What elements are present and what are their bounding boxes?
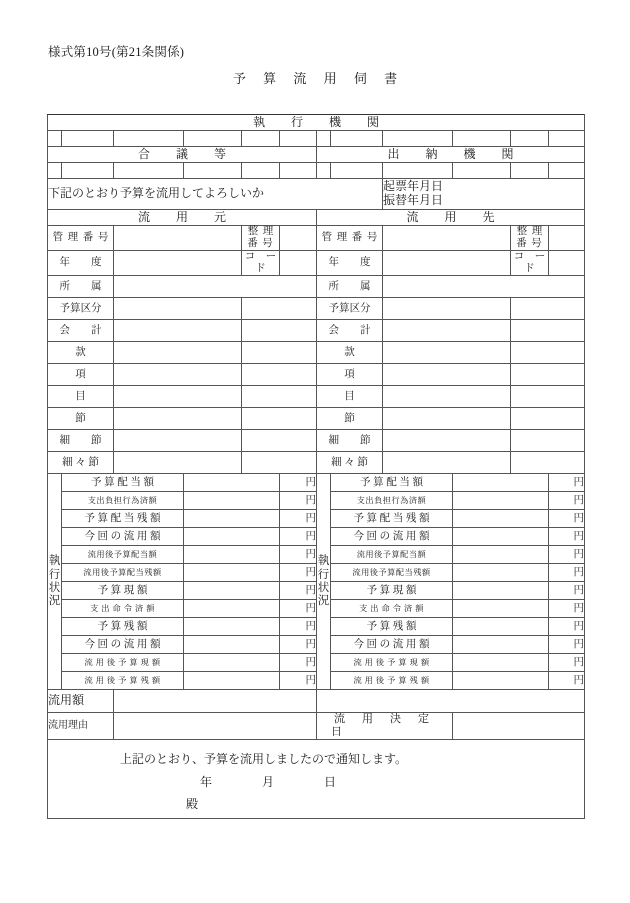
input-source-moku[interactable]: [114, 386, 242, 408]
input-dest-moku[interactable]: [383, 386, 511, 408]
currency-unit: 円: [280, 474, 317, 492]
label-expenditure-obligation: 支出負担行為済額: [331, 492, 453, 510]
execution-agency-header-row: [48, 115, 585, 131]
execution-agency-stamp-row: [48, 131, 585, 147]
input-decision-date[interactable]: [453, 713, 585, 739]
input-dest-post-transfer-allocation-balance[interactable]: [453, 564, 549, 582]
input-source-ko-ext[interactable]: [242, 364, 317, 386]
stamp-cell[interactable]: [114, 131, 184, 147]
day-label: 日: [324, 774, 338, 789]
currency-unit: 円: [280, 618, 317, 636]
request-question-text: 下記のとおり予算を流用してよろしいか: [48, 179, 383, 210]
label-post-transfer-allocation-balance: 流用後予算配当残額: [331, 564, 453, 582]
input-source-sub-sub-setsu-ext[interactable]: [242, 452, 317, 474]
input-source-expenditure-obligation[interactable]: [184, 492, 280, 510]
stamp-cell[interactable]: [383, 163, 453, 179]
label-budget-category: 予算区分: [48, 298, 114, 320]
label-post-transfer-budget-balance: 流 用 後 予 算 残 額: [331, 672, 453, 690]
label-current-budget-amount: 予 算 現 額: [331, 582, 453, 600]
currency-unit: 円: [549, 564, 585, 582]
label-setsu: 節: [48, 408, 114, 430]
input-dest-affiliation[interactable]: [383, 276, 585, 298]
input-dest-budget-balance[interactable]: [453, 618, 549, 636]
label-decision-date: 流 用 決 定 日: [317, 713, 453, 739]
label-control-number: 管 理 番 号: [317, 226, 383, 251]
label-expenditure-obligation: 支出負担行為済額: [62, 492, 184, 510]
input-dest-control-number[interactable]: [383, 226, 511, 251]
input-source-sub-setsu-ext[interactable]: [242, 430, 317, 452]
input-source-allocation-balance[interactable]: [184, 510, 280, 528]
input-dest-expenditure-obligation[interactable]: [453, 492, 549, 510]
label-sub-setsu: 細 節: [48, 430, 114, 452]
draft-transfer-date-box[interactable]: [383, 179, 585, 210]
consultation-header: 合 議 等: [48, 147, 317, 163]
stamp-cell[interactable]: [62, 131, 114, 147]
input-dest-allocation-balance[interactable]: [453, 510, 549, 528]
notice-row: [48, 739, 585, 818]
input-source-budget-allocation[interactable]: [184, 474, 280, 492]
stamp-cell[interactable]: [331, 131, 383, 147]
notice-date-line: [200, 776, 386, 790]
input-source-affiliation[interactable]: [114, 276, 317, 298]
transfer-date-label: 振替年月日: [383, 193, 444, 207]
honorific-label: 殿: [186, 796, 199, 811]
label-post-transfer-budget-amount: 流 用 後 予 算 現 額: [331, 654, 453, 672]
stamp-cell[interactable]: [383, 131, 453, 147]
input-source-kan[interactable]: [114, 342, 242, 364]
label-sub-sub-setsu: 細 々 節: [48, 452, 114, 474]
label-reference-number: 整 理 番 号: [242, 226, 280, 251]
request-question-row: [48, 179, 585, 210]
currency-unit: 円: [549, 600, 585, 618]
input-transfer-reason[interactable]: [114, 713, 317, 739]
label-current-budget-amount: 予 算 現 額: [62, 582, 184, 600]
exec-status-row: [48, 672, 585, 690]
stamp-cell[interactable]: [184, 131, 242, 147]
label-account: 会 計: [317, 320, 383, 342]
approval-stamp-row: [48, 163, 585, 179]
label-ko: 項: [317, 364, 383, 386]
label-current-transfer-amount-2: 今 回 の 流 用 額: [331, 636, 453, 654]
input-dest-current-transfer-amount[interactable]: [453, 528, 549, 546]
transfer-reason-row: [48, 713, 585, 739]
source-section-header: 流 用 元: [48, 210, 317, 226]
input-dest-current-budget-amount[interactable]: [453, 582, 549, 600]
notice-block: [48, 739, 585, 818]
input-transfer-amount[interactable]: [114, 690, 317, 713]
control-number-row: [48, 226, 585, 251]
label-budget-category: 予算区分: [317, 298, 383, 320]
input-source-post-transfer-budget-amount[interactable]: [184, 654, 280, 672]
label-control-number: 管 理 番 号: [48, 226, 114, 251]
input-dest-account[interactable]: [383, 320, 511, 342]
kan-row: [48, 342, 585, 364]
page-title: 予 算 流 用 伺 書: [232, 71, 405, 86]
input-dest-post-transfer-budget-balance[interactable]: [453, 672, 549, 690]
budget-transfer-form: [47, 114, 585, 819]
stamp-cell[interactable]: [242, 131, 280, 147]
currency-unit: 円: [280, 654, 317, 672]
input-source-post-transfer-allocation[interactable]: [184, 546, 280, 564]
exec-status-row: [48, 492, 585, 510]
currency-unit: 円: [280, 510, 317, 528]
stamp-cell[interactable]: [280, 163, 317, 179]
input-dest-kan-ext[interactable]: [511, 342, 585, 364]
exec-status-row: [48, 600, 585, 618]
currency-unit: 円: [549, 582, 585, 600]
input-source-ko[interactable]: [114, 364, 242, 386]
setsu-row: [48, 408, 585, 430]
label-post-transfer-allocation: 流用後予算配当額: [331, 546, 453, 564]
stamp-cell[interactable]: [184, 163, 242, 179]
currency-unit: 円: [549, 546, 585, 564]
input-dest-sub-setsu[interactable]: [383, 430, 511, 452]
label-kan: 款: [317, 342, 383, 364]
exec-status-row: [48, 636, 585, 654]
currency-unit: 円: [280, 564, 317, 582]
input-dest-sub-sub-setsu-ext[interactable]: [511, 452, 585, 474]
input-dest-budget-allocation[interactable]: [453, 474, 549, 492]
label-allocation-balance: 予 算 配 当 残 額: [62, 510, 184, 528]
currency-unit: 円: [280, 492, 317, 510]
input-dest-budget-category[interactable]: [383, 298, 511, 320]
label-moku: 目: [317, 386, 383, 408]
stamp-cell[interactable]: [62, 163, 114, 179]
execution-agency-header: 執 行 機 関: [48, 115, 585, 131]
input-source-current-transfer-amount[interactable]: [184, 528, 280, 546]
input-source-post-transfer-budget-balance[interactable]: [184, 672, 280, 690]
input-source-post-transfer-allocation-balance[interactable]: [184, 564, 280, 582]
exec-status-label-dest: 執 行 状 況: [317, 474, 331, 690]
input-dest-budget-category-ext[interactable]: [511, 298, 585, 320]
input-source-control-number[interactable]: [114, 226, 242, 251]
label-payment-order-completed: 支 出 命 令 済 額: [331, 600, 453, 618]
label-budget-balance: 予 算 残 額: [331, 618, 453, 636]
label-account: 会 計: [48, 320, 114, 342]
exec-status-row: [48, 510, 585, 528]
input-source-setsu-ext[interactable]: [242, 408, 317, 430]
input-source-account-ext[interactable]: [242, 320, 317, 342]
stamp-cell[interactable]: [549, 163, 585, 179]
input-dest-sub-setsu-ext[interactable]: [511, 430, 585, 452]
transfer-amount-row: [48, 690, 585, 713]
input-dest-payment-order-completed[interactable]: [453, 600, 549, 618]
input-source-moku-ext[interactable]: [242, 386, 317, 408]
input-dest-current-transfer-amount-2[interactable]: [453, 636, 549, 654]
label-transfer-reason: 流用理由: [48, 713, 114, 739]
label-post-transfer-allocation-balance: 流用後予算配当残額: [62, 564, 184, 582]
account-row: [48, 320, 585, 342]
label-current-transfer-amount: 今 回 の 流 用 額: [331, 528, 453, 546]
input-dest-setsu[interactable]: [383, 408, 511, 430]
input-dest-sub-sub-setsu[interactable]: [383, 452, 511, 474]
transfer-amount-extra-cell[interactable]: [317, 690, 585, 713]
exec-status-row: [48, 528, 585, 546]
input-source-payment-order-completed[interactable]: [184, 600, 280, 618]
stamp-cell[interactable]: [48, 131, 62, 147]
label-code: コ ー ド: [511, 251, 549, 276]
currency-unit: 円: [549, 492, 585, 510]
exec-status-row: [48, 618, 585, 636]
label-current-transfer-amount-2: 今 回 の 流 用 額: [62, 636, 184, 654]
label-current-transfer-amount: 今 回 の 流 用 額: [62, 528, 184, 546]
input-dest-reference-number[interactable]: [549, 226, 585, 251]
currency-unit: 円: [280, 636, 317, 654]
label-ko: 項: [48, 364, 114, 386]
sub-setsu-row: [48, 430, 585, 452]
input-dest-fiscal-year[interactable]: [383, 251, 511, 276]
currency-unit: 円: [280, 546, 317, 564]
source-dest-header-row: [48, 210, 585, 226]
stamp-cell[interactable]: [511, 163, 549, 179]
month-label: 月: [262, 774, 276, 789]
stamp-cell[interactable]: [242, 163, 280, 179]
moku-row: [48, 386, 585, 408]
sub-sub-setsu-row: [48, 452, 585, 474]
input-source-kan-ext[interactable]: [242, 342, 317, 364]
currency-unit: 円: [549, 654, 585, 672]
stamp-cell[interactable]: [331, 163, 383, 179]
consultation-treasury-header-row: [48, 147, 585, 163]
input-dest-ko-ext[interactable]: [511, 364, 585, 386]
input-source-fiscal-year[interactable]: [114, 251, 242, 276]
currency-unit: 円: [280, 528, 317, 546]
input-dest-post-transfer-budget-amount[interactable]: [453, 654, 549, 672]
year-label: 年: [200, 774, 214, 789]
currency-unit: 円: [280, 600, 317, 618]
stamp-cell[interactable]: [280, 131, 317, 147]
input-source-current-budget-amount[interactable]: [184, 582, 280, 600]
exec-status-label-source: 執 行 状 況: [48, 474, 62, 690]
label-budget-allocation: 予 算 配 当 額: [331, 474, 453, 492]
stamp-cell[interactable]: [453, 131, 511, 147]
label-kan: 款: [48, 342, 114, 364]
label-setsu: 節: [317, 408, 383, 430]
input-dest-kan[interactable]: [383, 342, 511, 364]
input-dest-moku-ext[interactable]: [511, 386, 585, 408]
input-source-sub-setsu[interactable]: [114, 430, 242, 452]
currency-unit: 円: [549, 672, 585, 690]
stamp-cell[interactable]: [511, 131, 549, 147]
exec-status-row: [48, 474, 585, 492]
input-dest-post-transfer-allocation[interactable]: [453, 546, 549, 564]
stamp-cell[interactable]: [453, 163, 511, 179]
currency-unit: 円: [549, 474, 585, 492]
exec-status-row: [48, 564, 585, 582]
label-post-transfer-allocation: 流用後予算配当額: [62, 546, 184, 564]
form-code-label: 様式第10号(第21条関係): [48, 45, 185, 59]
input-dest-setsu-ext[interactable]: [511, 408, 585, 430]
stamp-cell[interactable]: [549, 131, 585, 147]
label-transfer-amount: 流用額: [48, 690, 114, 713]
label-fiscal-year: 年 度: [48, 251, 114, 276]
input-dest-ko[interactable]: [383, 364, 511, 386]
fiscal-year-row: [48, 251, 585, 276]
treasury-agency-header: 出 納 機 関: [317, 147, 585, 163]
label-budget-balance: 予 算 残 額: [62, 618, 184, 636]
label-fiscal-year: 年 度: [317, 251, 383, 276]
label-reference-number: 整 理 番 号: [511, 226, 549, 251]
currency-unit: 円: [549, 618, 585, 636]
label-allocation-balance: 予 算 配 当 残 額: [331, 510, 453, 528]
label-payment-order-completed: 支 出 命 令 済 額: [62, 600, 184, 618]
exec-status-row: [48, 582, 585, 600]
currency-unit: 円: [549, 528, 585, 546]
input-dest-account-ext[interactable]: [511, 320, 585, 342]
exec-status-row: [48, 546, 585, 564]
input-source-budget-category[interactable]: [114, 298, 242, 320]
currency-unit: 円: [280, 582, 317, 600]
affiliation-row: [48, 276, 585, 298]
stamp-cell[interactable]: [48, 163, 62, 179]
input-source-account[interactable]: [114, 320, 242, 342]
stamp-cell[interactable]: [317, 163, 331, 179]
label-post-transfer-budget-balance: 流 用 後 予 算 残 額: [62, 672, 184, 690]
label-budget-allocation: 予 算 配 当 額: [62, 474, 184, 492]
label-sub-sub-setsu: 細 々 節: [317, 452, 383, 474]
draft-date-label: 起票年月日: [383, 179, 444, 194]
label-post-transfer-budget-amount: 流 用 後 予 算 現 額: [62, 654, 184, 672]
label-sub-setsu: 細 節: [317, 430, 383, 452]
currency-unit: 円: [549, 636, 585, 654]
stamp-cell[interactable]: [317, 131, 331, 147]
label-affiliation: 所 属: [317, 276, 383, 298]
notice-text: 上記のとおり、予算を流用しましたので通知します。: [120, 751, 408, 766]
currency-unit: 円: [549, 510, 585, 528]
ko-row: [48, 364, 585, 386]
currency-unit: 円: [280, 672, 317, 690]
input-source-current-transfer-amount-2[interactable]: [184, 636, 280, 654]
budget-category-row: [48, 298, 585, 320]
input-source-sub-sub-setsu[interactable]: [114, 452, 242, 474]
input-source-budget-category-ext[interactable]: [242, 298, 317, 320]
label-moku: 目: [48, 386, 114, 408]
dest-section-header: 流 用 先: [317, 210, 585, 226]
stamp-cell[interactable]: [114, 163, 184, 179]
label-affiliation: 所 属: [48, 276, 114, 298]
input-source-budget-balance[interactable]: [184, 618, 280, 636]
label-code: コ ー ド: [242, 251, 280, 276]
exec-status-row: [48, 654, 585, 672]
input-source-setsu[interactable]: [114, 408, 242, 430]
input-source-reference-number[interactable]: [280, 226, 317, 251]
